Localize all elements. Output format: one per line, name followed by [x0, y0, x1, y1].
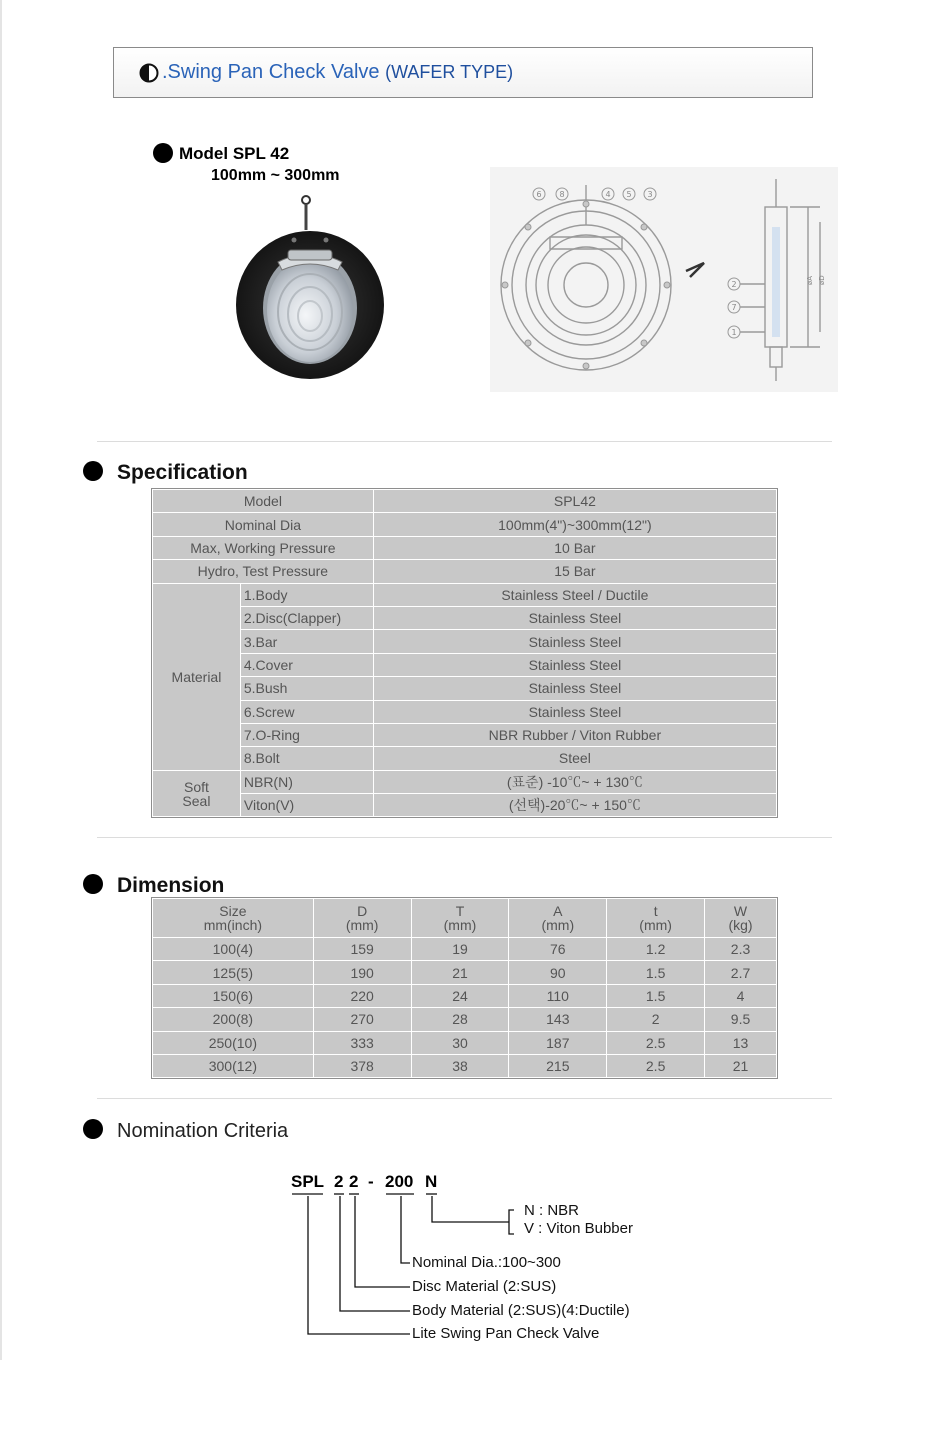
specification-heading: Specification [83, 461, 248, 485]
seal-value: (선택)-20℃~ + 150℃ [373, 794, 776, 817]
model-size-range: 100mm ~ 300mm [211, 167, 340, 184]
cell: 378 [313, 1054, 411, 1077]
spec-value: 100mm(4")~300mm(12") [373, 513, 776, 536]
cell: 125(5) [153, 961, 314, 984]
table-row [153, 770, 777, 793]
page-edge [0, 0, 2, 1360]
table-row [153, 560, 777, 583]
cell: 2 [607, 1008, 705, 1031]
column-header: W (kg) [705, 899, 777, 938]
callout-1: 1 [731, 328, 737, 337]
bullet-icon [153, 143, 173, 163]
cell: 187 [509, 1031, 607, 1054]
code-size: 200 [385, 1172, 414, 1191]
seal-group-label-2: Seal [182, 792, 211, 809]
nomination-heading: Nomination Criteria [83, 1119, 288, 1143]
section-divider [97, 837, 832, 838]
table-header-row [153, 899, 777, 938]
table-row [153, 1008, 777, 1031]
table-row [153, 723, 777, 746]
material-part: 1.Body [240, 583, 373, 606]
material-value: Steel [373, 747, 776, 770]
dim-label-d: øD [818, 275, 826, 285]
seal-value: (표준) -10℃~ + 130℃ [373, 770, 776, 793]
dimension-heading: Dimension [83, 874, 224, 898]
cell: 200(8) [153, 1008, 314, 1031]
bullet-icon [83, 461, 103, 481]
column-header: Size mm(inch) [153, 899, 314, 938]
cell: 28 [411, 1008, 509, 1031]
table-row [153, 794, 777, 817]
section-divider [97, 1098, 832, 1099]
half-circle-icon [139, 63, 159, 83]
label-disc-material: Disc Material (2:SUS) [412, 1278, 557, 1295]
cell: 24 [411, 984, 509, 1007]
material-part: 5.Bush [240, 677, 373, 700]
cell: 38 [411, 1054, 509, 1077]
material-value: Stainless Steel [373, 630, 776, 653]
material-part: 3.Bar [240, 630, 373, 653]
column-header: t (mm) [607, 899, 705, 938]
cell: 333 [313, 1031, 411, 1054]
bullet-icon [83, 874, 103, 894]
cell: 110 [509, 984, 607, 1007]
section-divider [97, 441, 832, 442]
cell: 21 [705, 1054, 777, 1077]
seal-part: NBR(N) [240, 770, 373, 793]
label-body-material: Body Material (2:SUS)(4:Ductile) [412, 1302, 630, 1319]
technical-drawing [490, 167, 838, 392]
table-row [153, 606, 777, 629]
cell: 1.2 [607, 938, 705, 961]
material-part: 4.Cover [240, 653, 373, 676]
table-row [153, 961, 777, 984]
cell: 2.5 [607, 1054, 705, 1077]
table-row [153, 938, 777, 961]
table-row [153, 583, 777, 606]
page-title: .Swing Pan Check Valve (WAFER TYPE) [162, 61, 514, 83]
material-value: Stainless Steel / Ductile [373, 583, 776, 606]
cell: 30 [411, 1031, 509, 1054]
table-row [153, 1054, 777, 1077]
column-header: D (mm) [313, 899, 411, 938]
table-row [153, 513, 777, 536]
cell: 76 [509, 938, 607, 961]
model-label: Model SPL 42 [153, 143, 289, 164]
material-value: Stainless Steel [373, 677, 776, 700]
code-seal: N [425, 1172, 438, 1191]
seal-group-label [153, 770, 241, 817]
seal-group-label-1: Soft [183, 778, 209, 795]
dimension-table [152, 898, 777, 1078]
dim-label-a: øA [806, 275, 814, 285]
cell: 13 [705, 1031, 777, 1054]
material-part: 7.O-Ring [240, 723, 373, 746]
column-header: T (mm) [411, 899, 509, 938]
column-header: A (mm) [509, 899, 607, 938]
callout-2: 2 [731, 280, 737, 289]
title-banner [113, 47, 813, 98]
callout-5: 5 [626, 190, 632, 199]
spec-label: Max, Working Pressure [153, 536, 374, 559]
code-prefix: SPL [291, 1172, 325, 1191]
spec-label: Nominal Dia [153, 513, 374, 536]
code-digit-disc: 2 [349, 1172, 359, 1191]
cell: 2.7 [705, 961, 777, 984]
table-row [153, 653, 777, 676]
spec-value: SPL42 [373, 490, 776, 513]
cell: 220 [313, 984, 411, 1007]
specification-table [152, 489, 777, 817]
cell: 150(6) [153, 984, 314, 1007]
cell: 250(10) [153, 1031, 314, 1054]
cell: 21 [411, 961, 509, 984]
material-value: NBR Rubber / Viton Rubber [373, 723, 776, 746]
callout-6: 6 [536, 190, 542, 199]
spec-label: Hydro, Test Pressure [153, 560, 374, 583]
cell: 2.3 [705, 938, 777, 961]
cell: 300(12) [153, 1054, 314, 1077]
callout-7: 7 [731, 303, 737, 312]
material-group-label: Material [153, 583, 241, 770]
cell: 190 [313, 961, 411, 984]
label-nominal-dia: Nominal Dia.:100~300 [412, 1254, 561, 1271]
callout-8: 8 [559, 190, 565, 199]
bullet-icon [83, 1119, 103, 1139]
material-part: 2.Disc(Clapper) [240, 606, 373, 629]
page-title-suffix: (WAFER TYPE) [385, 62, 514, 82]
cell: 90 [509, 961, 607, 984]
seal-part: Viton(V) [240, 794, 373, 817]
table-row [153, 984, 777, 1007]
cell: 1.5 [607, 961, 705, 984]
cell: 143 [509, 1008, 607, 1031]
cell: 2.5 [607, 1031, 705, 1054]
table-row [153, 630, 777, 653]
callout-3: 3 [647, 190, 653, 199]
seal-option-nbr: N : NBR [524, 1202, 580, 1219]
cell: 1.5 [607, 984, 705, 1007]
code-dash: - [368, 1172, 374, 1191]
table-row [153, 1031, 777, 1054]
table-row [153, 747, 777, 770]
spec-value: 10 Bar [373, 536, 776, 559]
spec-label: Model [153, 490, 374, 513]
cell: 270 [313, 1008, 411, 1031]
material-value: Stainless Steel [373, 700, 776, 723]
table-row [153, 536, 777, 559]
code-digit-body: 2 [334, 1172, 344, 1191]
label-product-name: Lite Swing Pan Check Valve [412, 1325, 600, 1342]
table-row [153, 490, 777, 513]
material-value: Stainless Steel [373, 606, 776, 629]
table-row [153, 700, 777, 723]
seal-option-viton: V : Viton Bubber [524, 1220, 633, 1237]
material-part: 6.Screw [240, 700, 373, 723]
cell: 19 [411, 938, 509, 961]
valve-photo [230, 190, 390, 385]
material-value: Stainless Steel [373, 653, 776, 676]
cell: 215 [509, 1054, 607, 1077]
cell: 100(4) [153, 938, 314, 961]
cell: 159 [313, 938, 411, 961]
table-row [153, 677, 777, 700]
cell: 9.5 [705, 1008, 777, 1031]
cell: 4 [705, 984, 777, 1007]
material-part: 8.Bolt [240, 747, 373, 770]
spec-value: 15 Bar [373, 560, 776, 583]
callout-4: 4 [605, 190, 611, 199]
